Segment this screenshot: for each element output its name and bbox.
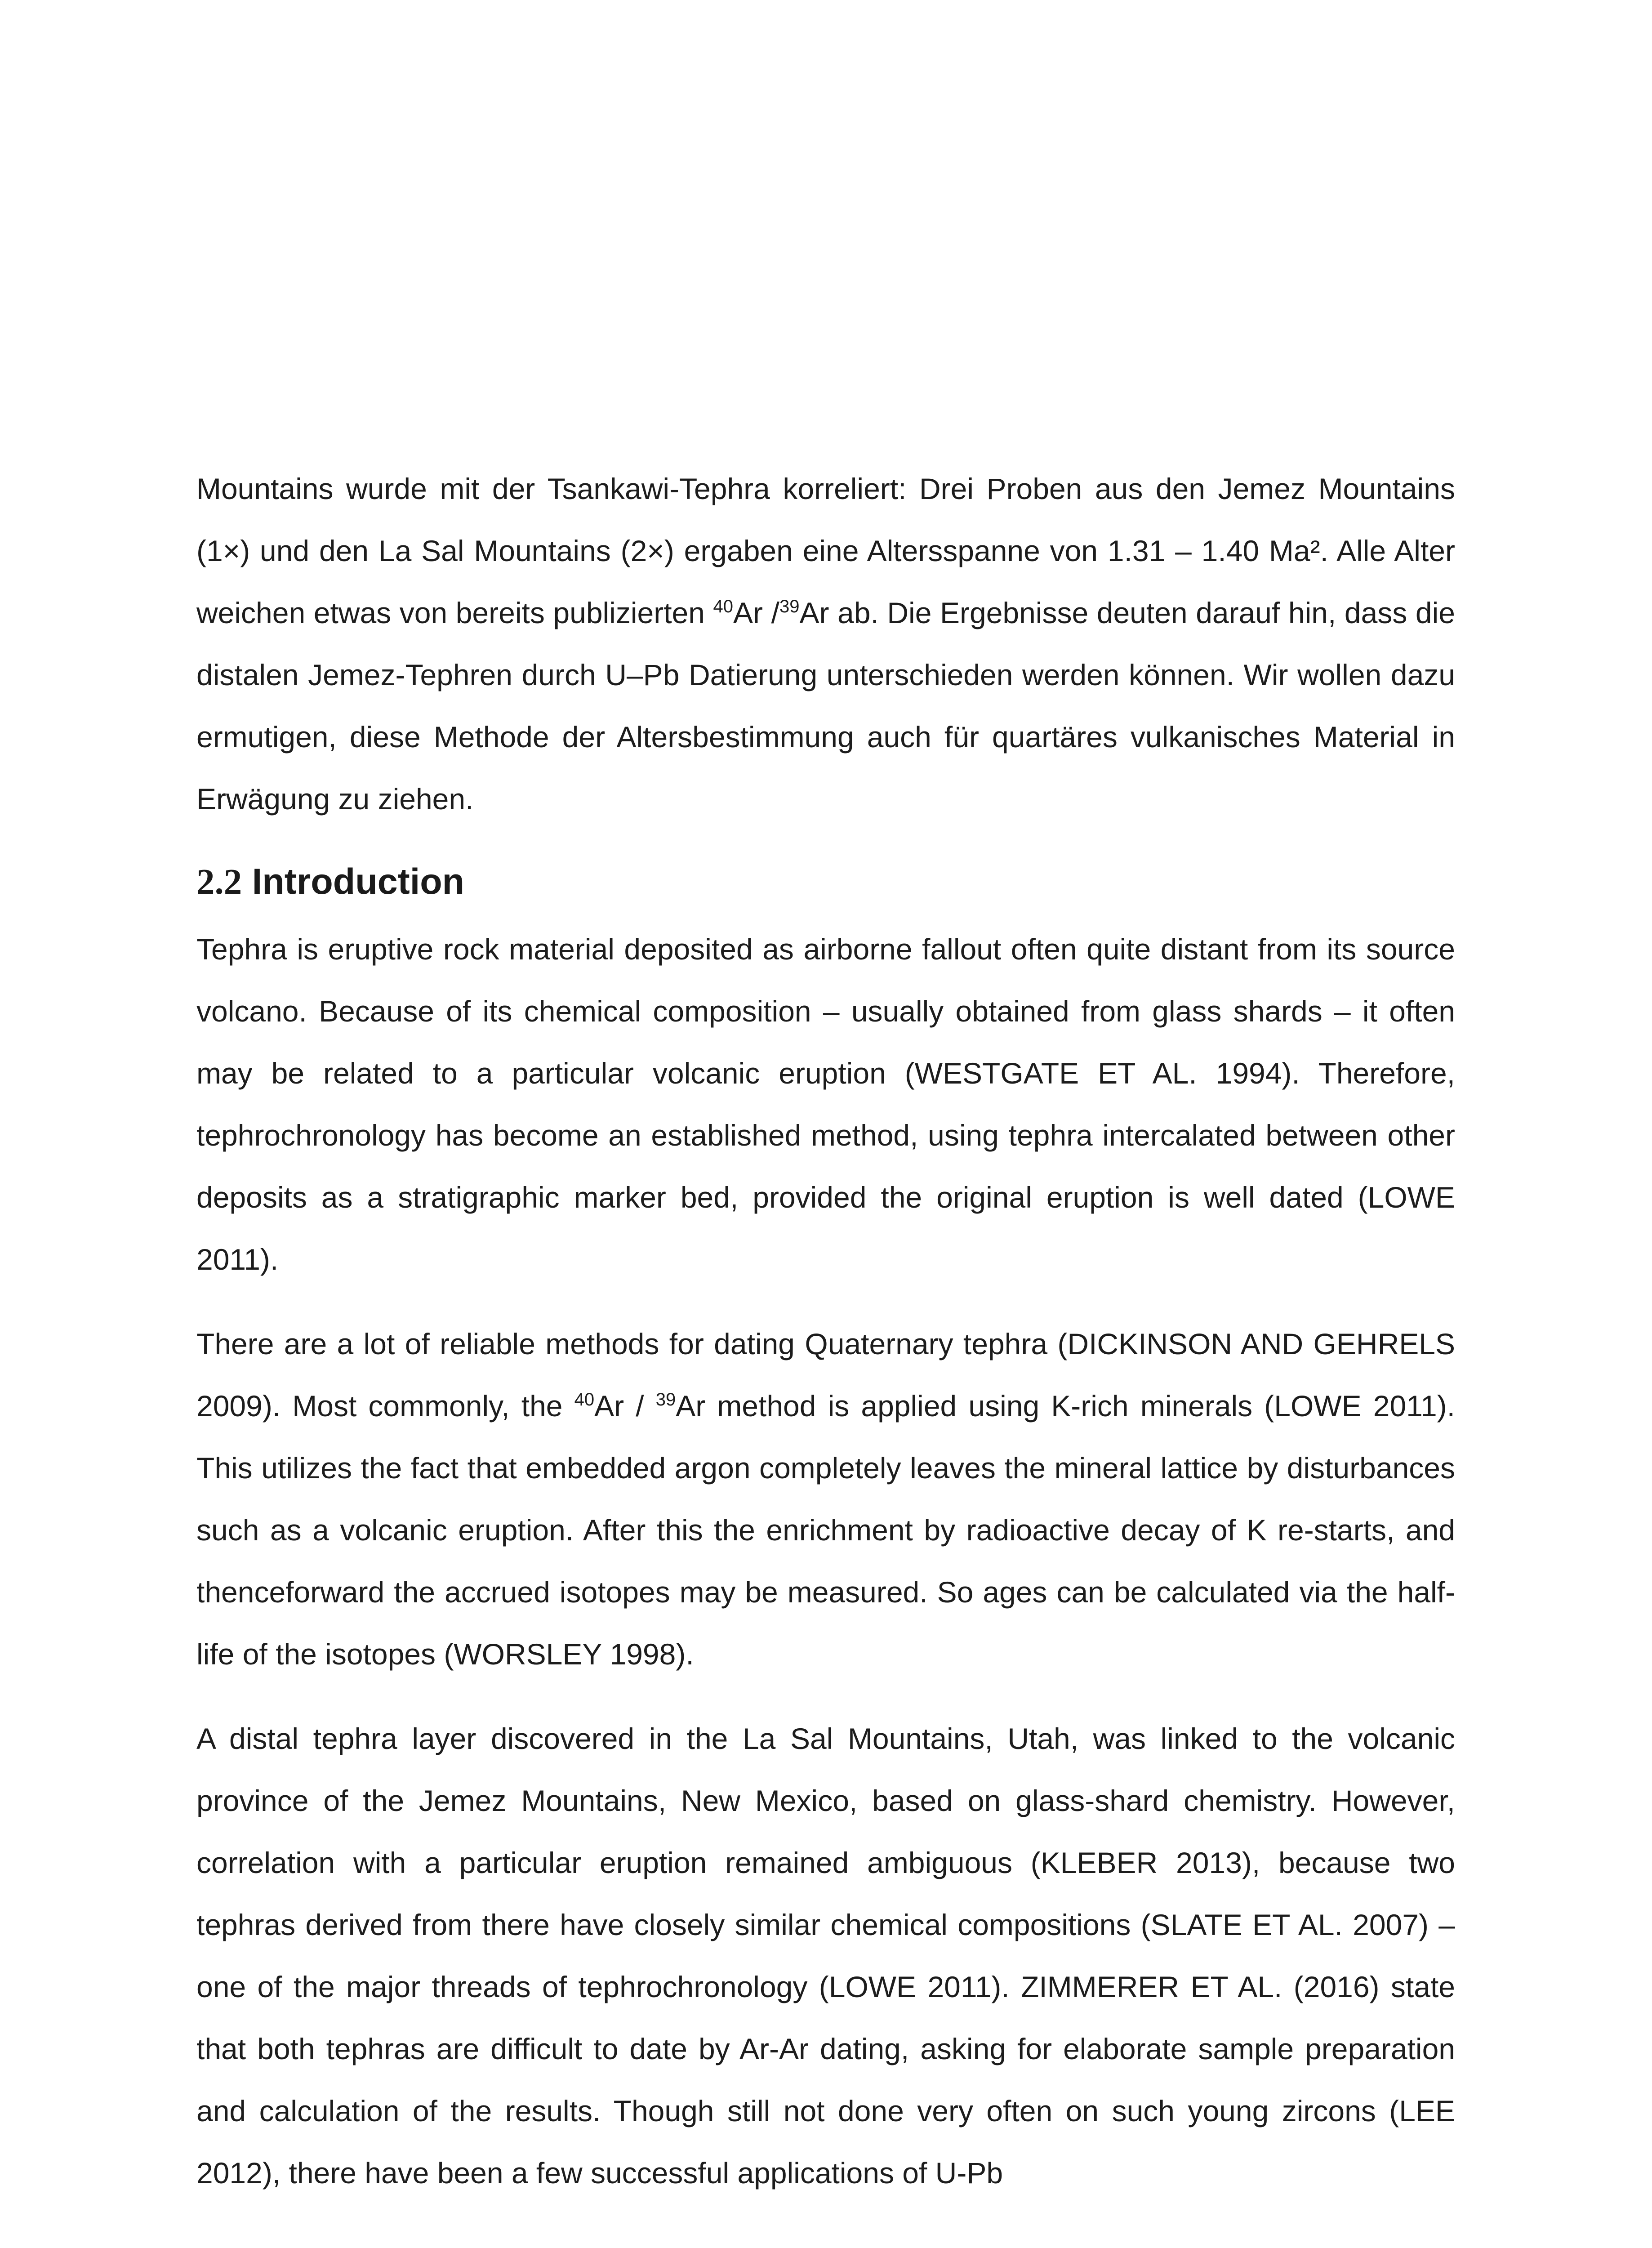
intro-p2-text-2: Ar / [594, 1389, 656, 1423]
argon-39-superscript: 39 [655, 1390, 676, 1409]
section-heading [196, 852, 1455, 911]
argon-39-superscript: 39 [779, 597, 800, 616]
abstract-paragraph-end [196, 458, 1455, 830]
abstract-text-2: Ar / [733, 596, 779, 629]
intro-paragraph-2 [196, 1313, 1455, 1685]
intro-paragraph-3: A distal tephra layer discovered in the La Sal Mountains, Utah, was linked to the volcanic province of the Jemez Mountains, New Mexico, based on glass-shard chemistry. However, correlation with a particular eruption remained ambiguous (KLEBER 2013), because two tephras derived from there have closely similar chemical compositions (SLATE ET AL. 2007) – one of the major threads of tephrochronology (LOWE 2011). ZIMMERER ET AL. (2016) state that both tephras are difficult to date by Ar-Ar dating, asking for elaborate sample preparation and calculation of the results. Though still not done very often on such young zircons (LEE 2012), there have been a few successful applications of U-Pb [196, 1722, 1455, 2190]
argon-40-superscript: 40 [713, 597, 734, 616]
page-body [196, 458, 1455, 2204]
argon-40-superscript: 40 [574, 1390, 595, 1409]
abstract-text-1: Mountains wurde mit der Tsankawi-Tephra korreliert: Drei Proben aus den Jemez Mountains (1×) und den La Sal Mountains (2×) ergaben eine Altersspanne von 1.31 – 1.40 Ma². Alle Alter weichen etwas von bereits publizierten [196, 472, 1455, 629]
intro-paragraph-1: Tephra is eruptive rock material deposited as airborne fallout often quite distant from its source volcano. Because of its chemical composition – usually obtained from glass shards – it often may be related to a particular volcanic eruption (WESTGATE ET AL. 1994). Therefore, tephrochronology has become an established method, using tephra intercalated between other deposits as a stratigraphic marker bed, provided the original eruption is well dated (LOWE 2011). [196, 932, 1455, 1276]
abstract-text-3: Ar ab. Die Ergebnisse deuten darauf hin, dass die distalen Jemez-Tephren durch U–Pb Datierung unterschieden werden können. Wir wollen dazu ermutigen, diese Methode der Altersbestimmung auch für quartäres vulkanisches Material in Erwägung zu ziehen. [196, 596, 1455, 816]
intro-p2-text-3: Ar method is applied using K-rich minerals (LOWE 2011). This utilizes the fact that embedded argon completely leaves the mineral lattice by disturbances such as a volcanic eruption. After this the enrichment by radioactive decay of K re-starts, and thenceforward the accrued isotopes may be measured. So ages can be calculated via the half-life of the isotopes (WORSLEY 1998). [196, 1389, 1455, 1671]
intro-p2-text-1: There are a lot of reliable methods for dating Quaternary tephra (DICKINSON AND GEHRELS 2009). Most commonly, the [196, 1327, 1455, 1423]
section-title: Introduction [252, 861, 465, 902]
section-number: 2.2 [196, 861, 242, 902]
